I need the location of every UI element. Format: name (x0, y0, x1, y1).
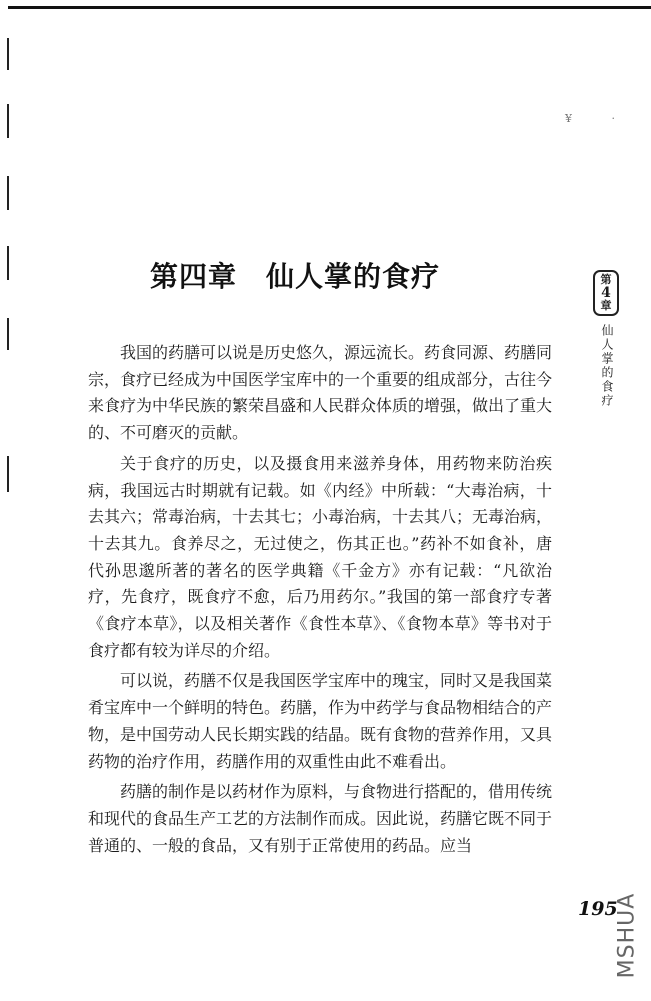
chapter-side-tab (593, 270, 621, 408)
scan-mark (7, 456, 9, 492)
top-rule (8, 6, 651, 9)
body-text (88, 340, 552, 863)
scan-mark (7, 176, 9, 210)
badge-number: 4 (601, 285, 611, 301)
scan-mark (7, 38, 9, 70)
scan-mark (7, 318, 9, 350)
chapter-badge (593, 270, 619, 316)
paragraph: 关于食疗的历史，以及摄食用来滋养身体，用药物来防治疾病，我国远古时期就有记载。如《内经》中所载：“大毒治病，十去其六；常毒治病，十去其七；小毒治病，十去其八；无毒治病，十去其九。食养尽之，无过使之，伤其正也。”药补不如食补，唐代孙思邈所著的著名的医学典籍《千金方》亦有记载：“凡欲治疗，先食疗，既食疗不愈，后乃用药尔。”我国的第一部食疗专著《食疗本草》，以及相关著作《食性本草》、《食物本草》等书对于食疗都有较为详尽的介绍。 (88, 453, 553, 660)
paragraph: 我国的药膳可以说是历史悠久，源远流长。药食同源、药膳同宗，食疗已经成为中国医学宝库中的一个重要的组成部分，古往今来食疗为中华民族的繁荣昌盛和人民群众体质的增强，做出了重大的、不可磨灭的贡献。 (88, 343, 553, 443)
paragraph: 可以说，药膳不仅是我国医学宝库中的瑰宝，同时又是我国菜肴宝库中一个鲜明的特色。药膳，作为中药学与食品物相结合的产物，是中国劳动人民长期实践的结晶。既有食物的营养作用，又具药物的治疗作用，药膳作用的双重性由此不难看出。 (88, 671, 553, 771)
side-tab-text: 仙人掌的食疗 (600, 324, 614, 408)
watermark (612, 880, 642, 990)
badge-top: 第 (600, 273, 612, 286)
page-number: 195 (578, 898, 618, 920)
scan-mark (7, 104, 9, 138)
chapter-title: 第四章 仙人掌的食疗 (149, 260, 440, 293)
watermark-text: MSHUA (614, 892, 640, 978)
badge-bottom: 章 (600, 299, 612, 312)
corner-mark: ¥ · (565, 112, 633, 125)
paragraph: 药膳的制作是以药材作为原料，与食物进行搭配的，借用传统和现代的食品生产工艺的方法制作而成。因此说，药膳它既不同于普通的、一般的食品，又有别于正常使用的药品。应当 (88, 782, 553, 855)
